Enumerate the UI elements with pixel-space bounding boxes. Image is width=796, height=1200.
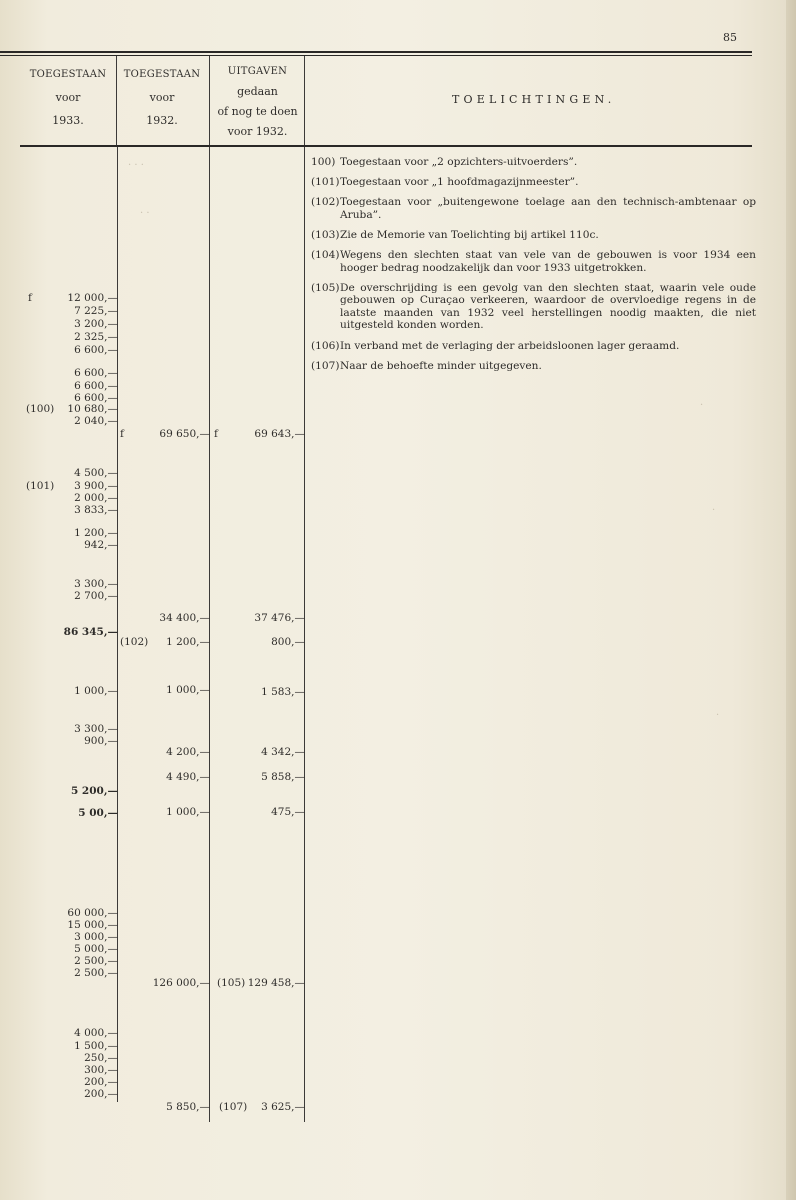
note-ref: (102) xyxy=(120,636,149,648)
amount-1933: 3 900,— xyxy=(74,480,118,492)
note-item xyxy=(311,249,756,274)
header-top-rule xyxy=(0,55,752,56)
amount-1933: 2 000,— xyxy=(74,492,118,504)
header-divider xyxy=(304,56,305,145)
amount-1932: 1 000,— xyxy=(166,684,210,696)
note-text: Zie de Memorie van Toelichting bij artikel 110c. xyxy=(340,228,599,241)
note-text: Wegens den slechten staat van vele van de gebouwen is voor 1934 een hooger bedrag noodzakelijk dan voor 1933 uitgetrokken. xyxy=(340,248,756,274)
header-col-1932 xyxy=(116,63,208,132)
amount-1932: 1 000,— xyxy=(166,806,210,818)
amount-uitgaven: 800,— xyxy=(271,636,305,648)
amount-uitgaven: 475,— xyxy=(271,806,305,818)
header-col-title: UITGAVEN xyxy=(227,66,288,77)
header-col-line: voor xyxy=(149,91,175,104)
page-number: 85 xyxy=(723,31,737,44)
header-divider xyxy=(116,56,117,145)
subtotal-1933: 5 00,— xyxy=(78,807,118,819)
note-text: Toegestaan voor „1 hoofdmagazijnmeester”. xyxy=(340,176,579,189)
amount-1933: 3 300,— xyxy=(74,578,118,590)
note-text: In verband met de verlaging der arbeidsloonen lager geraamd. xyxy=(340,339,680,352)
currency-label: f xyxy=(120,428,124,440)
header-col-uitgaven xyxy=(210,62,305,142)
header-col-year: voor 1932. xyxy=(227,125,288,138)
amount-1933: 4 000,— xyxy=(74,1027,118,1039)
amount-1933: 200,— xyxy=(84,1088,118,1100)
amount-uitgaven: 3 625,— xyxy=(261,1101,305,1113)
amount-uitgaven: 5 858,— xyxy=(261,771,305,783)
amount-1933: 942,— xyxy=(84,539,118,551)
currency-label: f xyxy=(28,292,32,304)
header-col-title: TOEGESTAAN xyxy=(29,69,107,80)
amount-1933: 10 680,— xyxy=(67,403,118,415)
amount-1932: 4 490,— xyxy=(166,771,210,783)
amount-1933: 200,— xyxy=(84,1076,118,1088)
amount-uitgaven: 4 342,— xyxy=(261,746,305,758)
amount-1933: 4 500,— xyxy=(74,467,118,479)
amount-1932: 34 400,— xyxy=(159,612,210,624)
amount-1933: 7 225,— xyxy=(74,305,118,317)
note-number: (104) xyxy=(311,248,340,261)
note-text: De overschrijding is een gevolg van den slechten staat, waarin vele oude gebouwen op Curaçao verkeeren, waardoor de overvloedige regens in de laatste maanden van 1932 veel herstellingen noodig maakten, die niet uitgesteld konden worden. xyxy=(340,281,756,332)
amount-1933: 3 300,— xyxy=(74,723,118,735)
note-item xyxy=(311,282,756,332)
header-bottom-rule xyxy=(20,145,752,147)
note-item xyxy=(311,156,756,169)
amount-1933: 1 000,— xyxy=(74,685,118,697)
amount-1933: 1 200,— xyxy=(74,527,118,539)
bleed-through-mark: · xyxy=(712,505,716,516)
header-toelichtingen: TOELICHTINGEN. xyxy=(452,93,616,106)
note-item xyxy=(311,196,756,221)
header-col-year: 1932. xyxy=(146,114,178,127)
amount-1933: 6 600,— xyxy=(74,367,118,379)
header-col-line: of nog te doen xyxy=(217,105,298,118)
amount-1933: 1 500,— xyxy=(74,1040,118,1052)
header-col-year: 1933. xyxy=(52,114,84,127)
note-text: Naar de behoefte minder uitgegeven. xyxy=(340,359,542,372)
note-ref: (101) xyxy=(26,480,55,492)
amount-uitgaven: 129 458,— xyxy=(247,977,305,989)
note-ref: (107) xyxy=(219,1101,248,1113)
header-col-line: voor xyxy=(55,91,81,104)
amount-1933: 3 833,— xyxy=(74,504,118,516)
note-item xyxy=(311,229,756,242)
amount-1933: 15 000,— xyxy=(67,919,118,931)
bleed-through-mark: · · xyxy=(140,208,150,219)
note-ref: (105) xyxy=(217,977,246,989)
header-divider xyxy=(209,56,210,145)
column-divider xyxy=(304,147,305,1122)
bleed-through-mark: · xyxy=(716,710,720,721)
subtotal-1933: 5 200,— xyxy=(70,785,118,797)
note-number: (101) xyxy=(311,176,340,189)
note-number: (107) xyxy=(311,359,340,372)
amount-1933: 900,— xyxy=(84,735,118,747)
amount-1933: 2 500,— xyxy=(74,967,118,979)
note-number: (105) xyxy=(311,281,340,294)
bleed-through-mark: · · · xyxy=(128,160,144,171)
amount-1933: 250,— xyxy=(84,1052,118,1064)
note-item xyxy=(311,176,756,189)
note-number: (103) xyxy=(311,228,340,241)
amount-1933: 3 200,— xyxy=(74,318,118,330)
amount-1933: 6 600,— xyxy=(74,380,118,392)
note-ref: (100) xyxy=(26,403,55,415)
amount-1933: 12 000,— xyxy=(67,292,118,304)
amount-1932: 5 850,— xyxy=(166,1101,210,1113)
amount-uitgaven: 69 643,— xyxy=(254,428,305,440)
bleed-through-mark: · xyxy=(700,400,704,411)
amount-1932: 1 200,— xyxy=(166,636,210,648)
amount-1933: 3 000,— xyxy=(74,931,118,943)
amount-1933: 6 600,— xyxy=(74,344,118,356)
subtotal-1933: 86 345,— xyxy=(63,626,118,638)
amount-1932: 126 000,— xyxy=(152,977,210,989)
amount-1933: 2 325,— xyxy=(74,331,118,343)
amount-1933: 60 000,— xyxy=(67,907,118,919)
header-col-1933 xyxy=(22,63,114,132)
amount-1933: 2 500,— xyxy=(74,955,118,967)
amount-1933: 6 600,— xyxy=(74,392,118,404)
note-item xyxy=(311,340,756,353)
note-number: 100) xyxy=(311,156,336,168)
amount-1933: 2 700,— xyxy=(74,590,118,602)
amount-1933: 5 000,— xyxy=(74,943,118,955)
header-col-line: gedaan xyxy=(237,85,278,98)
header-top-rule xyxy=(0,51,752,53)
amount-1932: 4 200,— xyxy=(166,746,210,758)
column-divider xyxy=(209,147,210,1122)
amount-1932: 69 650,— xyxy=(159,428,210,440)
note-number: (106) xyxy=(311,339,340,352)
notes-list xyxy=(311,156,756,380)
note-text: Toegestaan voor „2 opzichters-uitvoerders”. xyxy=(340,156,578,168)
amount-1933: 2 040,— xyxy=(74,415,118,427)
amount-1933: 300,— xyxy=(84,1064,118,1076)
page-edge xyxy=(786,0,796,1200)
amount-uitgaven: 1 583,— xyxy=(261,686,305,698)
amount-uitgaven: 37 476,— xyxy=(254,612,305,624)
header-col-title: TOEGESTAAN xyxy=(123,69,201,80)
note-item xyxy=(311,360,756,373)
note-number: (102) xyxy=(311,196,340,209)
currency-label: f xyxy=(214,428,218,440)
note-text: Toegestaan voor „buitengewone toelage aan den technisch-ambtenaar op Aruba”. xyxy=(340,196,756,221)
